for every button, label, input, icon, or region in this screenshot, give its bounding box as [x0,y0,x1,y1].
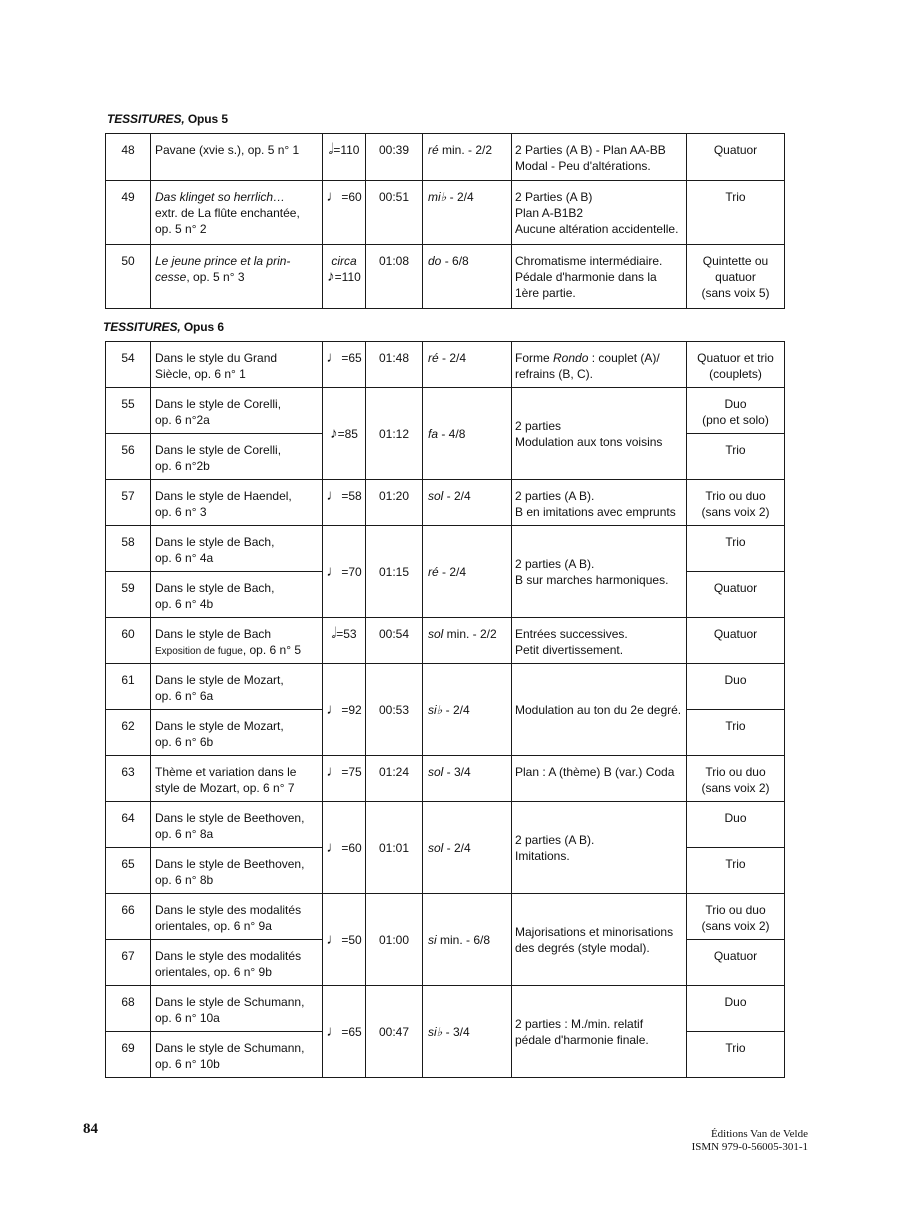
opus5-heading: TESSITURES, Opus 5 [107,112,228,126]
key-meter: sol min. - 2/2 [423,618,512,664]
piece-number: 63 [106,756,151,802]
form-description: 2 parties (A B). B sur marches harmoniques. [512,526,687,618]
eighth-note-icon: ♪ [327,268,335,285]
ensemble: Quatuor [687,940,785,986]
quarter-note-icon: ♩ [326,487,342,504]
publisher-info [692,1128,808,1154]
piece-title: Dans le style de Bach, op. 6 n° 4b [151,572,323,618]
form-description: Chromatisme intermédiaire. Pédale d'harmonie dans la 1ère partie. [512,245,687,309]
piece-number: 69 [106,1032,151,1078]
piece-title: Dans le style de Corelli, op. 6 n°2a [151,388,323,434]
duration: 01:01 [366,802,423,894]
eighth-note-icon: ♪ [330,424,338,442]
ensemble: Trio [687,526,785,572]
table-row [106,134,785,181]
table-row [106,986,785,1032]
piece-number: 68 [106,986,151,1032]
table-row [106,526,785,572]
piece-number: 62 [106,710,151,756]
form-description: 2 parties Modulation aux tons voisins [512,388,687,480]
duration: 00:53 [366,664,423,756]
piece-title: Das klinget so herrlich… extr. de La flûte enchantée, op. 5 n° 2 [151,181,323,245]
opus6-table [105,341,785,1078]
quarter-note-icon: ♩ [326,930,342,948]
piece-number: 60 [106,618,151,664]
quarter-note-icon: ♩ [326,562,342,580]
table-row [106,480,785,526]
piece-title: Dans le style de Bach, op. 6 n° 4a [151,526,323,572]
key-meter: ré - 2/4 [423,526,512,618]
table-row [106,181,785,245]
tempo: 𝅗𝅥=110 [323,134,366,181]
quarter-note-icon: ♩ [326,188,342,205]
opus5-table [105,133,785,309]
duration: 01:24 [366,756,423,802]
key-meter: fa - 4/8 [423,388,512,480]
ensemble: Trio [687,1032,785,1078]
ensemble: Duo [687,802,785,848]
table-row [106,245,785,309]
tempo: ♩=58 [323,480,366,526]
ensemble: Quatuor [687,618,785,664]
piece-title: Dans le style de Schumann, op. 6 n° 10b [151,1032,323,1078]
table-row [106,618,785,664]
half-note-icon: 𝅗𝅥 [328,141,334,158]
ensemble: Trio ou duo (sans voix 2) [687,480,785,526]
table-row [106,664,785,710]
piece-title: Dans le style de Mozart, op. 6 n° 6a [151,664,323,710]
duration: 01:12 [366,388,423,480]
piece-title: Dans le style de Corelli, op. 6 n°2b [151,434,323,480]
isbn: ISMN 979-0-56005-301-1 [691,1141,808,1153]
publisher-name: Éditions Van de Velde [710,1128,808,1140]
form-description: Majorisations et minorisations des degrés (style modal). [512,894,687,986]
ensemble: Trio [687,710,785,756]
tempo: ♩=75 [323,756,366,802]
duration: 01:15 [366,526,423,618]
tempo: ♩=65 [323,986,366,1078]
tempo: 𝅗𝅥=53 [323,618,366,664]
piece-number: 49 [106,181,151,245]
ensemble: Trio [687,434,785,480]
table-row [106,802,785,848]
tempo: ♩=65 [323,342,366,388]
tempo: ♪=85 [323,388,366,480]
table-row [106,342,785,388]
duration: 01:48 [366,342,423,388]
piece-title: Dans le style des modalités orientales, op. 6 n° 9a [151,894,323,940]
duration: 00:54 [366,618,423,664]
piece-title: Le jeune prince et la prin- cesse, op. 5 n° 3 [151,245,323,309]
piece-number: 50 [106,245,151,309]
key-meter: mi♭ - 2/4 [423,181,512,245]
tempo: ♩=60 [323,181,366,245]
piece-title: Dans le style du Grand Siècle, op. 6 n° 1 [151,342,323,388]
ensemble: Trio ou duo (sans voix 2) [687,756,785,802]
piece-number: 58 [106,526,151,572]
table-row [106,756,785,802]
piece-title: Dans le style de Beethoven, op. 6 n° 8a [151,802,323,848]
opus6-heading: TESSITURES, Opus 6 [103,320,224,334]
quarter-note-icon: ♩ [326,700,342,718]
piece-title: Dans le style de Bach Exposition de fugue, op. 6 n° 5 [151,618,323,664]
key-meter: si min. - 6/8 [423,894,512,986]
form-description: Forme Rondo : couplet (A)/ refrains (B, C). [512,342,687,388]
table-row [106,388,785,434]
ensemble: Duo (pno et solo) [687,388,785,434]
piece-number: 55 [106,388,151,434]
tempo: ♩=60 [323,802,366,894]
form-description: 2 parties : M./min. relatif pédale d'harmonie finale. [512,986,687,1078]
form-description: 2 Parties (A B) - Plan AA-BB Modal - Peu d'altérations. [512,134,687,181]
piece-number: 65 [106,848,151,894]
ensemble: Trio ou duo (sans voix 2) [687,894,785,940]
key-meter: sol - 3/4 [423,756,512,802]
ensemble: Quatuor [687,134,785,181]
tempo: circa ♪=110 [323,245,366,309]
page-number: 84 [83,1121,98,1137]
duration: 01:00 [366,894,423,986]
table-row [106,894,785,940]
piece-number: 57 [106,480,151,526]
piece-title: Dans le style de Haendel, op. 6 n° 3 [151,480,323,526]
piece-title: Dans le style de Mozart, op. 6 n° 6b [151,710,323,756]
piece-number: 61 [106,664,151,710]
piece-number: 66 [106,894,151,940]
piece-title: Dans le style de Schumann, op. 6 n° 10a [151,986,323,1032]
tempo: ♩=92 [323,664,366,756]
quarter-note-icon: ♩ [326,349,342,366]
piece-number: 54 [106,342,151,388]
key-meter: do - 6/8 [423,245,512,309]
form-description: 2 parties (A B). Imitations. [512,802,687,894]
piece-number: 67 [106,940,151,986]
tempo: ♩=50 [323,894,366,986]
form-description: Modulation au ton du 2e degré. [512,664,687,756]
duration: 01:20 [366,480,423,526]
ensemble: Duo [687,664,785,710]
form-description: 2 parties (A B). B en imitations avec emprunts [512,480,687,526]
ensemble: Quatuor [687,572,785,618]
duration: 00:51 [366,181,423,245]
ensemble: Trio [687,848,785,894]
ensemble: Quatuor et trio (couplets) [687,342,785,388]
quarter-note-icon: ♩ [326,838,342,856]
key-meter: ré min. - 2/2 [423,134,512,181]
half-note-icon: 𝅗𝅥 [331,625,337,642]
duration: 01:08 [366,245,423,309]
key-meter: sol - 2/4 [423,480,512,526]
piece-number: 56 [106,434,151,480]
form-description: Plan : A (thème) B (var.) Coda [512,756,687,802]
piece-title: Dans le style des modalités orientales, op. 6 n° 9b [151,940,323,986]
ensemble: Quintette ou quatuor (sans voix 5) [687,245,785,309]
piece-title: Thème et variation dans le style de Mozart, op. 6 n° 7 [151,756,323,802]
piece-number: 48 [106,134,151,181]
piece-title: Pavane (xvie s.), op. 5 n° 1 [151,134,323,181]
form-description: Entrées successives. Petit divertissement. [512,618,687,664]
ensemble: Duo [687,986,785,1032]
piece-number: 59 [106,572,151,618]
tempo: ♩=70 [323,526,366,618]
key-meter: sol - 2/4 [423,802,512,894]
key-meter: si♭ - 2/4 [423,664,512,756]
ensemble: Trio [687,181,785,245]
duration: 00:39 [366,134,423,181]
form-description: 2 Parties (A B) Plan A-B1B2 Aucune altération accidentelle. [512,181,687,245]
quarter-note-icon: ♩ [326,763,342,780]
piece-number: 64 [106,802,151,848]
key-meter: ré - 2/4 [423,342,512,388]
duration: 00:47 [366,986,423,1078]
key-meter: si♭ - 3/4 [423,986,512,1078]
quarter-note-icon: ♩ [326,1022,342,1040]
piece-title: Dans le style de Beethoven, op. 6 n° 8b [151,848,323,894]
